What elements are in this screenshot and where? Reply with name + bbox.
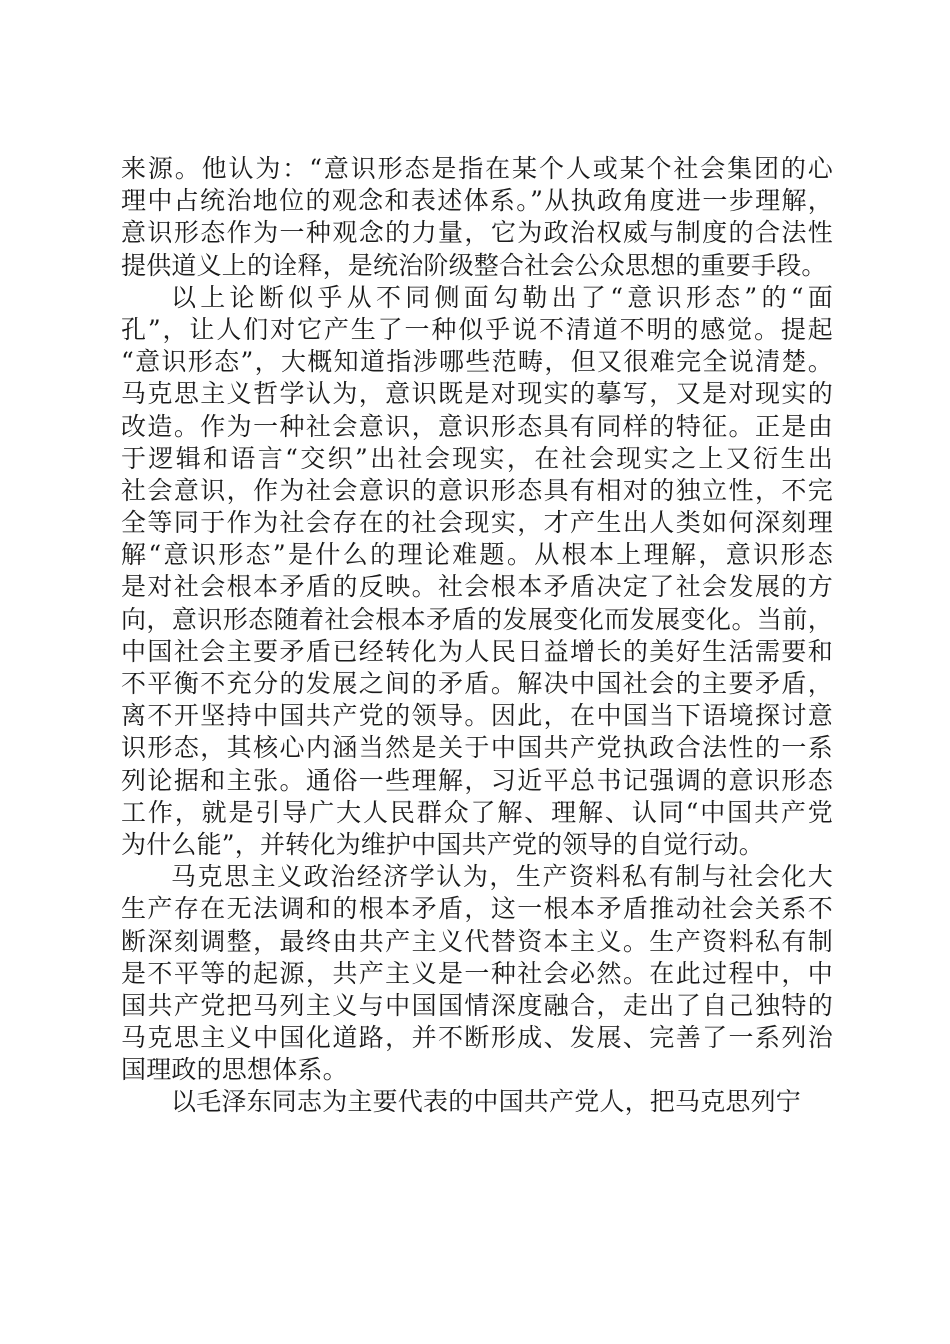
text-line: 列论据和主张。通俗一些理解，习近平总书记强调的意识形态 — [121, 765, 833, 795]
text-line: 理中占统治地位的观念和表述体系。”从执政角度进一步理解， — [121, 186, 833, 216]
text-line: 不平衡不充分的发展之间的矛盾。解决中国社会的主要矛盾， — [121, 669, 833, 698]
text-line: 工作，就是引导广大人民群众了解、理解、认同“中国共产党 — [121, 797, 833, 827]
body-text — [121, 153, 833, 1119]
text-line: 离不开坚持中国共产党的领导。因此，在中国当下语境探讨意 — [121, 701, 833, 731]
text-line: 国理政的思想体系。 — [121, 1055, 348, 1085]
paragraph — [121, 861, 833, 1086]
text-line: 国共产党把马列主义与中国国情深度融合，走出了自己独特的 — [121, 990, 833, 1020]
text-line: 断深刻调整，最终由共产主义代替资本主义。生产资料私有制 — [121, 926, 833, 956]
text-line: 以毛泽东同志为主要代表的中国共产党人，把马克思列宁 — [171, 1087, 802, 1117]
paragraph — [121, 1086, 833, 1118]
text-line: 提供道义上的诠释，是统治阶级整合社会公众思想的重要手段。 — [121, 250, 827, 280]
text-line: 解“意识形态”是什么的理论难题。从根本上理解，意识形态 — [121, 540, 833, 570]
text-line: 生产存在无法调和的根本矛盾，这一根本矛盾推动社会关系不 — [121, 894, 833, 924]
text-line: 全等同于作为社会存在的社会现实，才产生出人类如何深刻理 — [121, 508, 833, 538]
text-line: 是对社会根本矛盾的反映。社会根本矛盾决定了社会发展的方 — [121, 572, 833, 602]
text-line: 识形态，其核心内涵当然是关于中国共产党执政合法性的一系 — [121, 733, 833, 763]
text-line: 马克思主义中国化道路，并不断形成、发展、完善了一系列治 — [121, 1023, 833, 1053]
text-line: “意识形态”，大概知道指涉哪些范畴，但又很难完全说清楚。 — [121, 347, 833, 377]
text-line: 马克思主义哲学认为，意识既是对现实的摹写，又是对现实的 — [121, 379, 833, 409]
text-line: 社会意识，作为社会意识的意识形态具有相对的独立性，不完 — [121, 475, 833, 505]
text-line: 中国社会主要矛盾已经转化为人民日益增长的美好生活需要和 — [121, 636, 833, 666]
text-line: 改造。作为一种社会意识，意识形态具有同样的特征。正是由 — [121, 411, 833, 441]
text-line: 于逻辑和语言“交织”出社会现实，在社会现实之上又衍生出 — [121, 443, 833, 473]
text-line: 以上论断似乎从不同侧面勾勒出了“意识形态”的“面 — [171, 282, 833, 312]
text-line: 是不平等的起源，共产主义是一种社会必然。在此过程中，中 — [121, 958, 833, 988]
paragraph — [121, 282, 833, 861]
text-line: 马克思主义政治经济学认为，生产资料私有制与社会化大 — [171, 862, 833, 892]
paragraph — [121, 153, 833, 282]
text-line: 向，意识形态随着社会根本矛盾的发展变化而发展变化。当前， — [121, 604, 833, 634]
text-line: 意识形态作为一种观念的力量，它为政治权威与制度的合法性 — [121, 218, 833, 248]
text-line: 来源。他认为：“意识形态是指在某个人或某个社会集团的心 — [121, 154, 833, 183]
text-line: 为什么能”，并转化为维护中国共产党的领导的自觉行动。 — [121, 829, 764, 859]
text-line: 孔”，让人们对它产生了一种似乎说不清道不明的感觉。提起 — [121, 314, 833, 344]
